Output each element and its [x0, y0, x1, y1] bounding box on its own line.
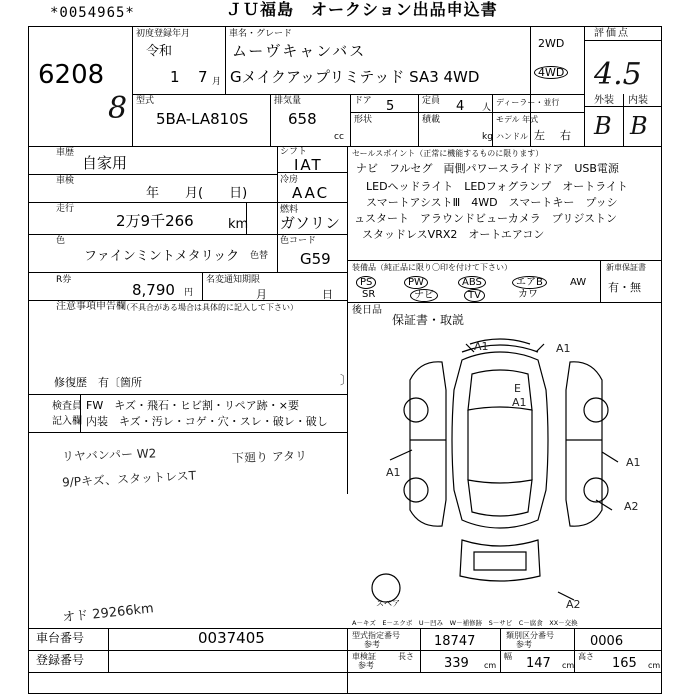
- height-value: 165: [612, 656, 637, 671]
- first-reg-year: 1: [170, 68, 180, 86]
- displacement-label: 排気量: [274, 96, 302, 106]
- inspection-value: 年 月( 日): [146, 186, 248, 201]
- length-unit: cm: [484, 661, 497, 670]
- color-change-label: 色替: [250, 251, 269, 261]
- car-name-label: 車名・グレード: [229, 29, 293, 39]
- damage-legend: A－キズ E－エクボ U－凹み W－補修跡 S－サビ C－腐食 XX－交換: [352, 619, 578, 627]
- handle-left: 左: [534, 129, 545, 142]
- registration-label: 登録番号: [36, 653, 85, 667]
- aircon-value: AAC: [292, 184, 330, 202]
- damage-mark: A1: [626, 456, 641, 469]
- model-year-label: モデル 年式: [496, 115, 539, 124]
- shift-label: シフト: [280, 147, 308, 157]
- name-change-label: 名変通知期限: [206, 275, 261, 285]
- equipment-tv: TV: [464, 289, 485, 302]
- new-car-manual-label: 新車保証書: [606, 263, 646, 272]
- model-value: 5BA-LA810S: [156, 110, 249, 128]
- sales-point-line: スマートアシストⅢ 4WD スマートキー プッシ: [366, 196, 618, 209]
- inspector-fill-label: 記入欄: [52, 416, 82, 427]
- exterior-label: 外装: [594, 95, 614, 106]
- equipment-leather: カワ: [518, 289, 538, 300]
- width-value: 147: [526, 656, 551, 671]
- evaluation-score: 4.5: [594, 57, 642, 92]
- height-label: 高さ: [578, 652, 594, 661]
- category-number-label: 類別区分番号: [506, 631, 554, 640]
- usage-value: 自家用: [82, 154, 128, 172]
- attachments-label: 後日品: [352, 305, 382, 316]
- length-value: 339: [444, 656, 469, 671]
- name-change-month: 月: [256, 288, 267, 301]
- first-reg-era: 令和: [146, 44, 173, 59]
- load-unit: kg: [482, 132, 493, 142]
- damage-mark: A1: [512, 396, 527, 409]
- mileage-unit: km: [228, 217, 249, 232]
- chassis-label: 車台番号: [36, 631, 85, 645]
- inspector-fw-row: FW キズ・飛石・ヒビ割・リペア跡・×要: [86, 399, 299, 412]
- interior-grade: B: [630, 112, 648, 140]
- sales-point-line: ナビ フルセグ 両側パワースライドドア USB電源: [356, 162, 619, 175]
- odometer-note: オド 29266km: [61, 601, 155, 626]
- handle-right: 右: [560, 129, 571, 142]
- handwritten-note: 9/Pキズ、スタットレスT: [61, 468, 197, 490]
- color-value: ファインミントメタリック: [84, 249, 240, 264]
- aircon-label: 冷房: [280, 175, 299, 185]
- dimensions-source-label: 車検証: [352, 652, 376, 661]
- dealer-label: ディーラー・並行: [496, 98, 560, 107]
- first-reg-month-unit: 月: [212, 77, 222, 87]
- capacity-label: 定員: [422, 96, 441, 106]
- sales-point-line: ュスタート アラウンドビューカメラ ブリジストン: [354, 212, 618, 225]
- damage-mark: A1: [386, 466, 401, 479]
- car-grade: Gメイクアップリミテッド SA3 4WD: [230, 68, 480, 86]
- fuel-label: 燃料: [280, 205, 299, 215]
- drive-4wd: 4WD: [534, 66, 568, 79]
- category-number-value: 0006: [590, 634, 624, 649]
- interior-label: 内装: [628, 95, 648, 106]
- doors-label: ドア: [354, 96, 372, 106]
- repair-history-close: 〕: [340, 373, 353, 387]
- repair-history: 修復歴 有〔箇所: [54, 376, 142, 389]
- sales-point-line: スタッドレスVRX2 オートエアコン: [362, 228, 545, 241]
- width-label: 幅: [504, 652, 512, 661]
- damage-mark: A2: [624, 500, 639, 513]
- inspector-interior-row: 内装 キズ・汚レ・コゲ・穴・スレ・破レ・破し: [86, 415, 328, 428]
- equipment-aw: AW: [570, 277, 587, 288]
- type-number-label: 型式指定番号: [352, 631, 400, 640]
- equipment-navi: ナビ: [410, 289, 438, 302]
- category-number-ref: 参考: [516, 640, 532, 649]
- recycle-value: 8,790: [132, 281, 175, 299]
- color-label: 色: [56, 236, 66, 246]
- first-reg-month: 7: [198, 68, 208, 86]
- handwritten-mark: 8: [108, 91, 128, 126]
- form-title: ＪＵ福島 オークション出品申込書: [226, 0, 498, 19]
- mileage-label: 走行: [56, 204, 75, 214]
- attachments-value: 保証書・取説: [392, 313, 465, 327]
- recycle-label: R券: [56, 275, 72, 285]
- shift-value: IAT: [294, 156, 323, 174]
- equipment-sr: SR: [362, 289, 376, 300]
- inspection-label: 車検: [56, 176, 75, 186]
- displacement-value: 658: [288, 110, 317, 128]
- name-change-day: 日: [322, 288, 333, 301]
- car-name: ムーヴキャンバス: [232, 42, 367, 60]
- damage-mark: A2: [566, 598, 581, 611]
- type-number-ref: 参考: [364, 640, 380, 649]
- color-code-value: G59: [300, 250, 331, 268]
- capacity-unit: 人: [482, 103, 492, 113]
- length-label: 長さ: [398, 652, 414, 661]
- usage-label: 車歴: [56, 148, 75, 158]
- width-unit: cm: [562, 661, 575, 670]
- damage-mark: A1: [474, 340, 489, 353]
- height-unit: cm: [648, 661, 661, 670]
- equipment-ps: PS: [356, 276, 376, 289]
- inspector-label: 検査員: [52, 401, 82, 412]
- mileage-value: 2万9千266: [116, 212, 194, 230]
- equipment-abs: ABS: [458, 276, 486, 289]
- drive-2wd: 2WD: [538, 37, 565, 50]
- exterior-grade: B: [594, 112, 612, 140]
- chassis-value: 0037405: [198, 629, 265, 647]
- equipment-airbag: エアB: [512, 276, 547, 289]
- fuel-value: ガソリン: [280, 214, 341, 232]
- equipment-pw: PW: [404, 276, 428, 289]
- notes-sub: （不具合がある場合は具体的に記入して下さい）: [122, 303, 298, 312]
- capacity-value: 4: [456, 99, 465, 114]
- spare-label: スペア: [376, 599, 400, 608]
- load-label: 積載: [422, 115, 441, 125]
- first-reg-label: 初度登録年月: [136, 29, 191, 39]
- handle-label: ハンドル: [496, 132, 528, 141]
- type-number-value: 18747: [434, 634, 476, 649]
- recycle-unit: 円: [184, 288, 194, 298]
- doors-value: 5: [386, 99, 395, 114]
- equipment-label: 装備品（純正品に限り〇印を付けて下さい）: [352, 263, 512, 272]
- sales-point-line: LEDヘッドライト LEDフォグランプ オートライト: [366, 180, 628, 193]
- handwritten-note: リヤバンパー W2: [61, 446, 157, 464]
- notes-label: 注意事項申告欄: [56, 301, 126, 312]
- color-code-label: 色コード: [280, 236, 317, 246]
- new-car-manual-value: 有・無: [608, 281, 641, 294]
- evaluation-label: 評価点: [594, 28, 630, 39]
- shape-label: 形状: [354, 115, 373, 125]
- damage-mark: E: [514, 382, 521, 395]
- handwritten-note: 下廻り アタリ: [231, 448, 308, 466]
- serial-number: *0054965*: [50, 5, 135, 21]
- sales-points-label: セールスポイント（正常に機能するものに限ります）: [352, 149, 544, 158]
- dimensions-ref-label: 参考: [358, 661, 374, 670]
- displacement-unit: cc: [334, 132, 344, 142]
- model-label: 型式: [136, 96, 155, 106]
- lot-number: 6208: [38, 60, 105, 90]
- damage-mark: A1: [556, 342, 571, 355]
